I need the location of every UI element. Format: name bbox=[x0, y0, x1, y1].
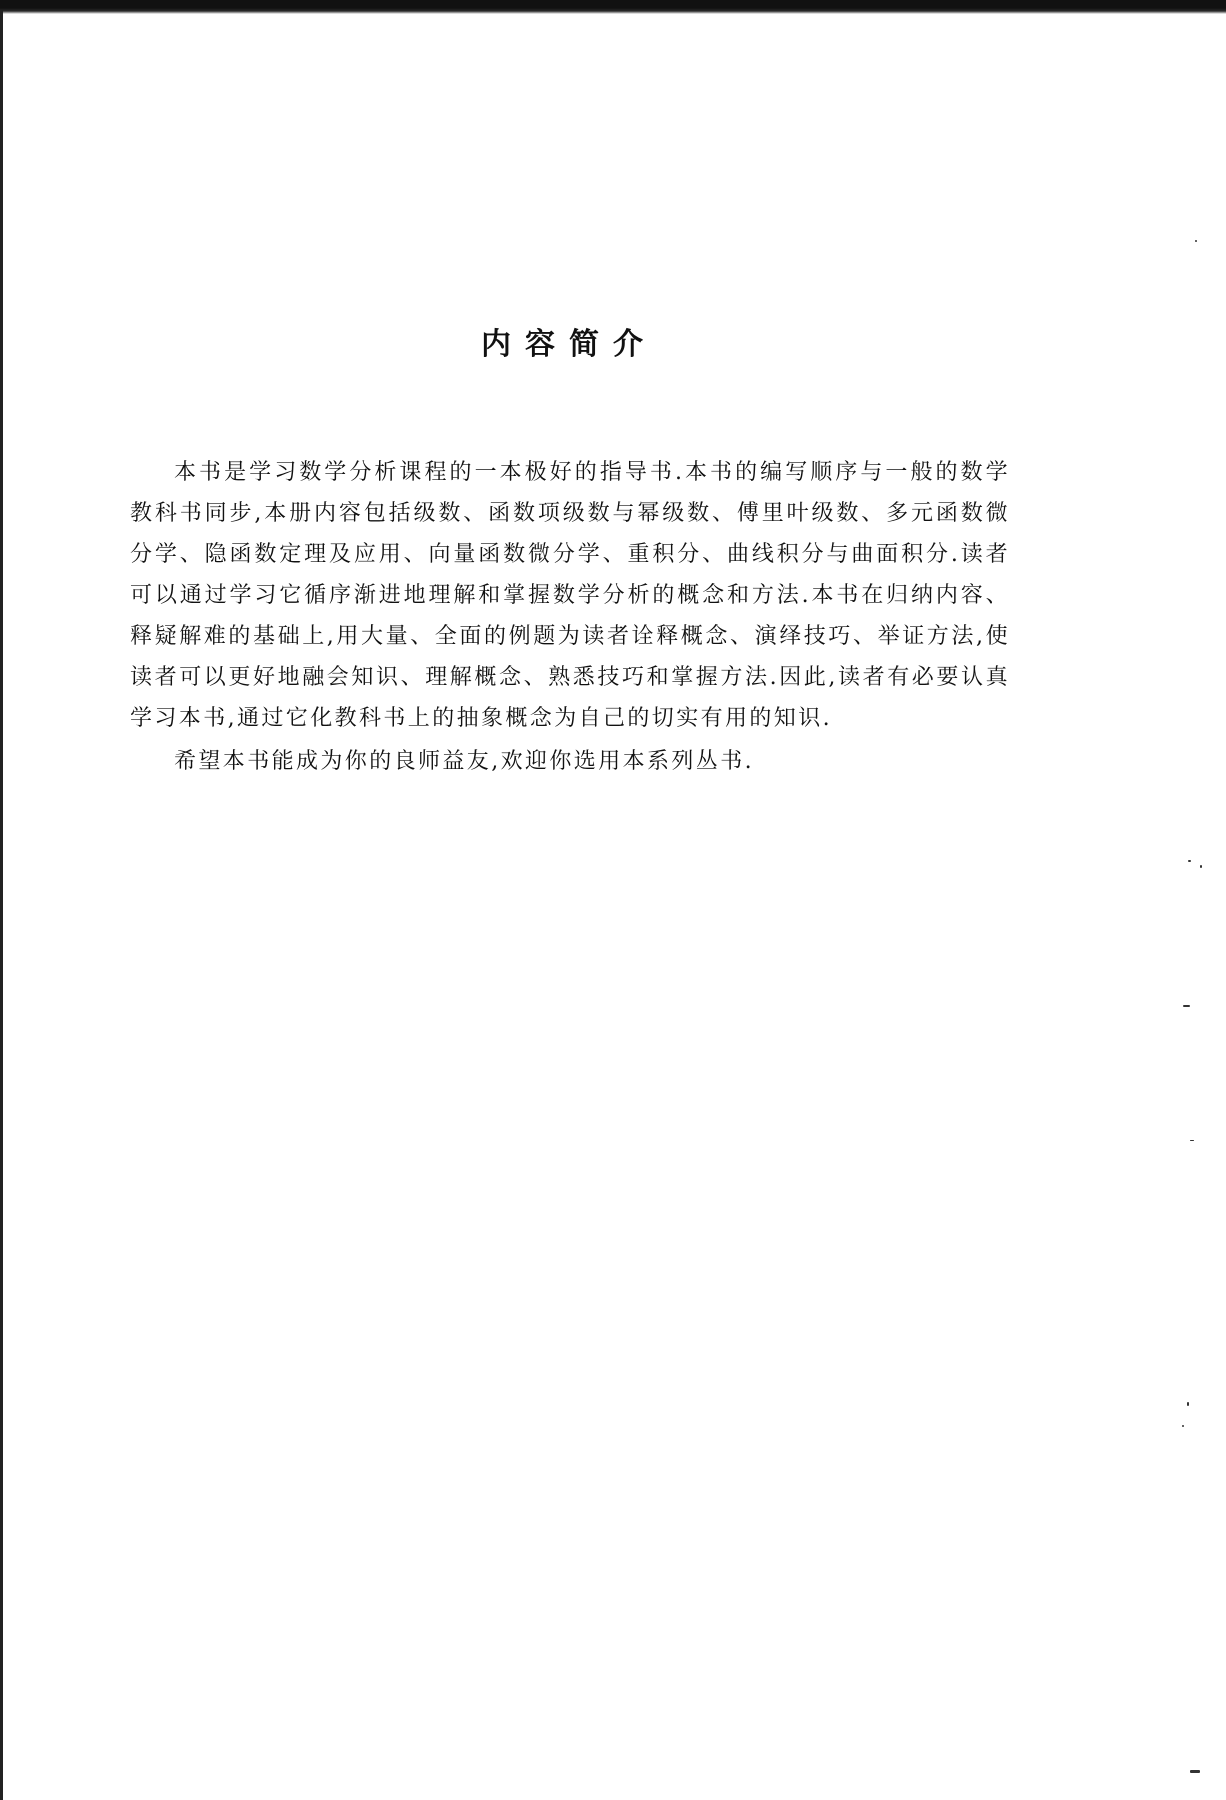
scan-speck bbox=[1188, 860, 1191, 862]
scan-speck bbox=[1190, 1140, 1194, 1141]
page-title: 内容简介 bbox=[481, 327, 657, 363]
scan-speck bbox=[1195, 240, 1197, 242]
scan-left-edge bbox=[0, 10, 3, 1800]
scan-speck bbox=[1190, 1770, 1200, 1773]
document-body bbox=[130, 452, 1010, 782]
body-paragraph: 本书是学习数学分析课程的一本极好的指导书.本书的编写顺序与一般的数学教科书同步,本册内容包括级数、函数项级数与幂级数、傅里叶级数、多元函数微分学、隐函数定理及应用、向量函数微分学、重积分、曲线积分与曲面积分.读者可以通过学习它循序渐进地理解和掌握数学分析的概念和方法.本书在归纳内容、释疑解难的基础上,用大量、全面的例题为读者诠释概念、演绎技巧、举证方法,使读者可以更好地融会知识、理解概念、熟悉技巧和掌握方法.因此,读者有必要认真学习本书,通过它化教科书上的抽象概念为自己的切实有用的知识. bbox=[130, 460, 1010, 731]
scan-speck bbox=[1183, 1005, 1190, 1007]
scan-top-border bbox=[0, 0, 1226, 14]
body-paragraph: 希望本书能成为你的良师益友,欢迎你选用本系列丛书. bbox=[174, 749, 754, 774]
scan-speck bbox=[1200, 865, 1202, 868]
scan-speck bbox=[1182, 1425, 1184, 1427]
scan-speck bbox=[1187, 1402, 1189, 1406]
